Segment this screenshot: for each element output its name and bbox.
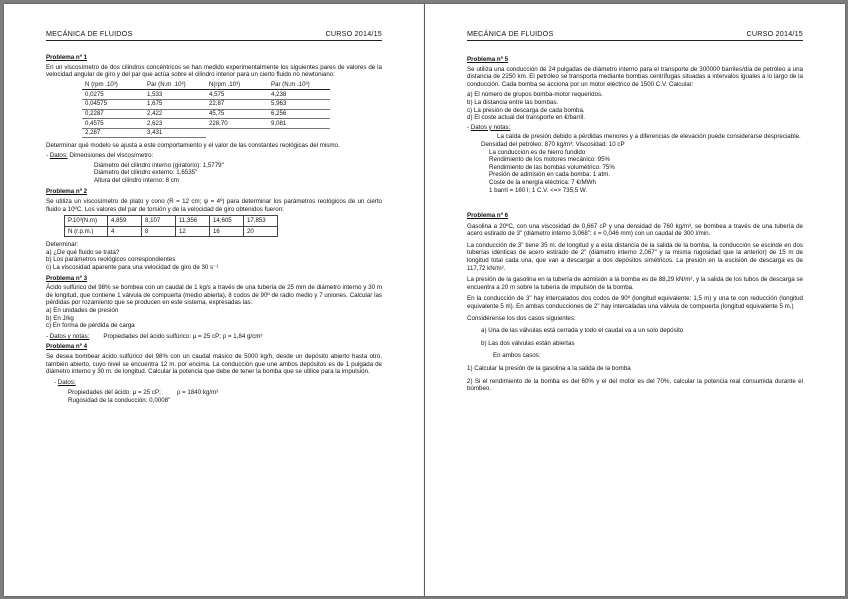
problem-1-title: Problema nº 1: [46, 54, 88, 61]
table-row: [82, 119, 330, 129]
table-cell: 12: [176, 226, 210, 237]
page-header: [46, 29, 382, 38]
table-cell: 3,431: [144, 128, 206, 138]
table-cell: P.10³(N.m): [65, 216, 108, 227]
table-cell: 2,623: [144, 119, 206, 129]
page-right-body: [467, 56, 803, 393]
header-rule: [467, 40, 803, 41]
table-cell: 4: [108, 226, 142, 237]
datos-label: Datos y notas:: [49, 332, 90, 340]
rugosidad-text: Rugosidad de la conducción: 0,0008": [68, 396, 171, 404]
datos-text: Dimensiones del viscosímetro:: [69, 151, 154, 159]
props-text: Propiedades del ácido: μ = 25 cP;: [68, 389, 161, 397]
table-cell: 2,287: [82, 128, 144, 138]
problem-4-datos: - Datos:: [54, 378, 76, 386]
table-header-cell: Par (N.m .10³): [144, 81, 206, 90]
list-item: c) En forma de pérdida de carga: [46, 322, 135, 330]
list-item: c) La presión de descarga de cada bomba.: [467, 106, 585, 114]
header-course-year: CURSO 2014/15: [746, 29, 803, 38]
problem-6-para: La presión de la gasolina en la tubería de admisión a la bomba es de 88,29 kN/m², y la salida de los tubos de descarga se encuentra a 20 m sobre la tubería de impulsión de la bomba.: [467, 276, 803, 291]
list-item: a) El número de grupos bomba-motor requeridos.: [467, 91, 603, 99]
page-left-body: [46, 54, 382, 405]
data-line: Coste de la energía eléctrica: 7 €/MWh: [489, 178, 596, 186]
header-rule: [46, 40, 382, 41]
table-cell: [268, 128, 330, 138]
props-text: ρ = 1840 kg/m³: [176, 389, 219, 397]
table-cell: 9,081: [268, 119, 330, 129]
header-course-year: CURSO 2014/15: [325, 29, 382, 38]
table-cell: 11,356: [176, 216, 210, 227]
table-header-cell: Par (N.m .10³): [268, 81, 330, 90]
problem-6-ambos: En ambos casos:: [493, 352, 541, 360]
datos-text: Propiedades del ácido sulfúrico: μ = 25 cP; ρ = 1,84 g/cm³: [103, 332, 263, 340]
table-cell: 0,0275: [82, 90, 144, 100]
list-item: 2) Si el rendimiento de la bomba es del 60% y el del motor es del 70%, calcular la potencia real consumida durante el bombeo.: [467, 377, 803, 393]
data-line: Densidad del petróleo: 870 kg/m³; Viscosidad: 10 cP: [481, 140, 625, 148]
list-item: a) ¿De qué fluido se trata?: [46, 248, 120, 256]
problem-1-question: Determinar qué modelo se ajusta a este comportamiento y el valor de las constantes reológicas del mismo.: [46, 142, 340, 150]
datos-label: Datos:: [57, 378, 76, 386]
table-cell: 228,70: [206, 119, 268, 129]
problem-3-datos: - Datos y notas: Propiedades del ácido sulfúrico: μ = 25 cP; ρ = 1,84 g/cm³: [46, 332, 263, 340]
dim-line: Altura del cilindro interno: 8 cm: [94, 176, 179, 184]
table-cell: 8: [142, 226, 176, 237]
problem-2-determinar: Determinar:: [46, 241, 79, 249]
table-row: [65, 216, 278, 227]
table-cell: N (r.p.m.): [65, 226, 108, 237]
problem-4-title: Problema nº 4: [46, 343, 88, 351]
problem-1-statement: En un viscosímetro de dos cilindros concéntricos se han medido experimentalmente los siguientes pares de valores de la velocidad angular de giro y del par que actúa sobre el cilindro interior para un cierto fluido no newtoniano:: [46, 63, 382, 79]
list-item: b) La distancia entre las bombas.: [467, 98, 559, 106]
problem-5-statement: Se utiliza una conducción de 24 pulgadas de diámetro interno para el transporte de 300000 barriles/día de petróleo a una distancia de 2250 km. El petróleo se transporta mediante bombas centrífugas situadas a intervalos iguales a lo largo de la conducción. Cada bomba se acciona por un motor eléctrico de 1500 C.V. Calcular:: [467, 65, 803, 88]
problem-4-props: [46, 389, 382, 397]
data-line: 1 barril = 160 l; 1 C.V. <=> 735,5 W.: [489, 186, 588, 194]
problem-4-statement: Se desea bombear ácido sulfúrico del 98% con un caudal másico de 5000 kg/h, desde un depósito abierto hasta otro, también abierto, cuyo nivel se encuentra 12 m. por encima. La conducción que une ambos depósitos es de 1 pulgada de diámetro interno y 30 m. de longitud. Calcular la potencia que debe de tener la bomba que se utilice para la impulsión.: [46, 353, 382, 376]
table-header-cell: N (rpm .10³): [82, 81, 144, 90]
problem-3-title: Problema nº 3: [46, 274, 88, 282]
table-header-cell: N(rpm .10³): [206, 81, 268, 90]
list-item: 1) Calcular la presión de la gasolina a la salida de la bomba: [467, 365, 631, 372]
dim-line: Diámetro del cilindro interno (giratorio): 1,5779": [94, 161, 224, 169]
problem-2-title: Problema nº 2: [46, 188, 88, 196]
table-cell: 14,605: [210, 216, 244, 227]
datos-label: Datos:: [49, 151, 68, 159]
problem-1-table: [82, 81, 330, 139]
table-header-row: [82, 81, 330, 90]
table-cell: 1,533: [144, 90, 206, 100]
page-right: [425, 4, 845, 596]
data-line: Rendimiento de las bombas volumétrico: 75%: [489, 163, 615, 171]
page-left: [4, 4, 424, 596]
dim-line: Diámetro del cilindro externo: 1,6535": [94, 169, 198, 177]
problem-6-para: La conducción de 3" tiene 35 m. de longitud y a esta distancia de la salida de la bomba, la conducción se escinde en dos tuberías idénticas de acero estirado de 2" (diámetro interno 2,067" y la misma rugosidad que la anterior) de 15 m de longitud total cada una, que van a descargar a dos depósitos simétricos. La presión en la escisión de descarga es de 117,72 kN/m².: [467, 241, 803, 272]
problem-5-note: La caída de presión debido a pérdidas menores y a diferencias de elevación puede considerarse despreciable.: [497, 133, 801, 141]
table-row: [82, 128, 330, 138]
data-line: Rendimiento de los motores mecánico: 95%: [489, 156, 611, 164]
table-row: [65, 226, 278, 237]
table-cell: 4,575: [206, 90, 268, 100]
problem-1-datos: - Datos: Dimensiones del viscosímetro:: [46, 151, 154, 159]
table-cell: 2,422: [144, 109, 206, 119]
table-row: [82, 90, 330, 100]
problem-5-title: Problema nº 5: [467, 56, 509, 63]
header-course-name: MECÁNICA DE FLUIDOS: [467, 29, 554, 38]
table-cell: 17,853: [244, 216, 278, 227]
problem-2-statement: Se utiliza un viscosímetro de plato y cono (R = 12 cm; ψ = 4º) para determinar los parámetros reológicos de un cierto fluido a 10ºC. Los valores del par de torsión y de la velocidad de giro obtenidos fueron:: [46, 197, 382, 213]
list-item: c) La viscosidad aparente para una velocidad de giro de 30 s⁻¹: [46, 264, 219, 272]
problem-6-title: Problema nº 6: [467, 212, 509, 220]
table-cell: 0,4575: [82, 119, 144, 129]
header-course-name: MECÁNICA DE FLUIDOS: [46, 29, 133, 38]
table-cell: 22,87: [206, 99, 268, 109]
datos-label: Datos y notas:: [470, 123, 511, 131]
list-item: a) En unidades de presión: [46, 307, 119, 315]
list-item: b) En J/kg: [46, 314, 74, 322]
problem-6-para: En la conducción de 3" hay intercalados dos codos de 90º (longitud equivalente: 1,5 m) y una te con reducción (longitud equivalente 5 m). En ambas conducciones de 2" hay intercaladas una válvula de compuerta (longitud equivalente 5 m.): [467, 295, 803, 311]
list-item: b) Las dos válvulas están abiertas: [481, 339, 575, 347]
problem-3-statement: Ácido sulfúrico del 98% se bombea con un caudal de 1 kg/s a través de una tubería de 25 mm de diámetro interno y 30 m de longitud, que contiene 1 válvula de compuerta (medio abierta), 8 codos de 90º de radio medio y 7 uniones. Calcular las pérdidas por rozamiento que se producen en este sistema, expresadas las:: [46, 284, 382, 307]
list-item: d) El coste actual del transporte en €/barril.: [467, 114, 585, 122]
table-cell: 8,107: [142, 216, 176, 227]
table-cell: 5,963: [268, 99, 330, 109]
table-cell: 0,04575: [82, 99, 144, 109]
table-cell: [206, 128, 268, 138]
table-cell: 6,256: [268, 109, 330, 119]
table-row: [82, 109, 330, 119]
table-cell: 16: [210, 226, 244, 237]
table-cell: 0,2287: [82, 109, 144, 119]
table-row: [82, 99, 330, 109]
problem-2-table: [64, 215, 278, 237]
problem-5-datos: - Datos y notas:: [467, 123, 511, 131]
problem-6-consider: Considérense los dos casos siguientes:: [467, 314, 576, 322]
data-line: Presión de admisión en cada bomba: 1 atm.: [489, 171, 611, 179]
table-cell: 4,859: [108, 216, 142, 227]
list-item: b) Los parámetros reológicos correspondientes: [46, 256, 176, 264]
table-cell: 45,75: [206, 109, 268, 119]
table-cell: 20: [244, 226, 278, 237]
data-line: La conducción es de hierro fundido: [489, 148, 586, 156]
table-cell: 4,238: [268, 90, 330, 100]
list-item: a) Una de las válvulas está cerrada y todo el caudal va a un solo depósito: [481, 327, 684, 335]
problem-6-para: Gasolina a 20ºC, con una viscosidad de 0,667 cP y una densidad de 760 kg/m³, se bombea a través de una tubería de acero estirado de 3" (diámetro interno 3,068"; ε = 0,046 mm) con un caudal de 300 l/min.: [467, 222, 803, 238]
table-cell: 1,675: [144, 99, 206, 109]
page-header: [467, 29, 803, 38]
